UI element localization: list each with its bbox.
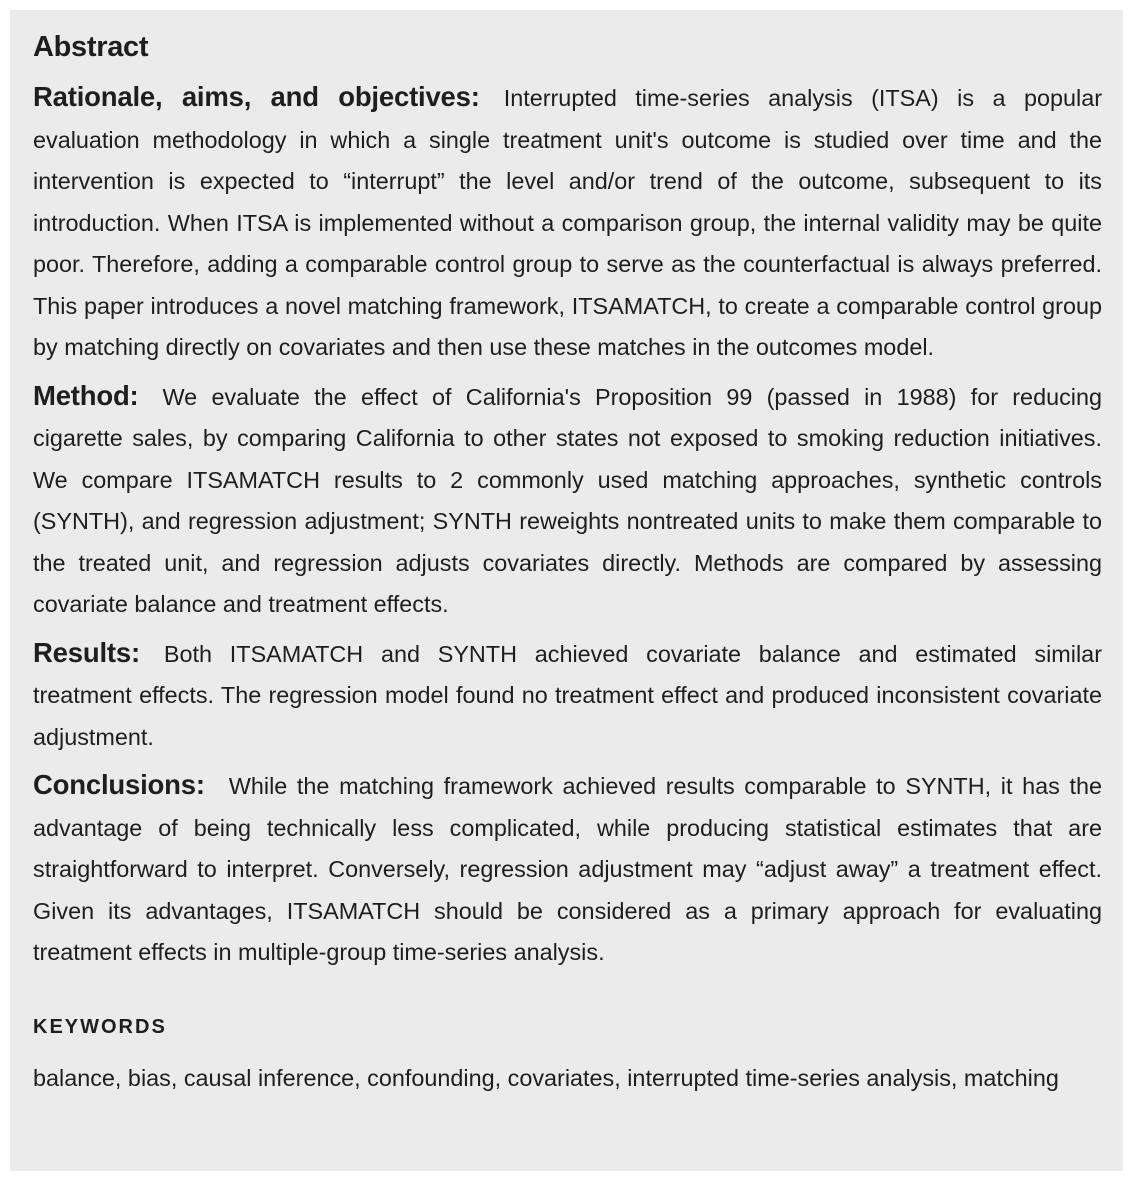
section-label-conclusions: Conclusions: [33, 769, 205, 800]
section-conclusions [33, 764, 1102, 974]
section-method [33, 375, 1102, 626]
section-text-results: Both ITSAMATCH and SYNTH achieved covariate balance and estimated similar treatment effects. The regression model found no treatment effect and produced inconsistent covariate adjustment. [33, 640, 1102, 750]
section-label-rationale: Rationale, aims, and objectives: [33, 81, 480, 112]
section-text-rationale: Interrupted time-series analysis (ITSA) is a popular evaluation methodology in which a single treatment unit's outcome is studied over time and the intervention is expected to “interrupt” the level and/or trend of the outcome, subsequent to its introduction. When ITSA is implemented without a comparison group, the internal validity may be quite poor. Therefore, adding a comparable control group to serve as the counterfactual is always preferred. This paper introduces a novel matching framework, ITSAMATCH, to create a comparable control group by matching directly on covariates and then use these matches in the outcomes model. [33, 85, 1102, 360]
section-label-results: Results: [33, 636, 140, 668]
section-rationale [33, 76, 1102, 369]
abstract-heading: Abstract [33, 31, 149, 63]
abstract-box [10, 10, 1123, 1171]
keywords-heading: KEYWORDS [33, 1015, 167, 1038]
section-label-method: Method: [33, 379, 139, 411]
section-results [33, 632, 1102, 759]
section-text-method: We evaluate the effect of California's Proposition 99 (passed in 1988) for reducing cigarette sales, by comparing California to other states not exposed to smoking reduction initiatives. We compare ITSAMATCH results to 2 commonly used matching approaches, synthetic controls (SYNTH), and regression adjustment; SYNTH reweights nontreated units to make them comparable to the treated unit, and regression adjusts covariates directly. Methods are compared by assessing covariate balance and treatment effects. [33, 383, 1102, 617]
keywords-list: balance, bias, causal inference, confounding, covariates, interrupted time-series analysis, matching [33, 1064, 1059, 1091]
section-text-conclusions: While the matching framework achieved results comparable to SYNTH, it has the advantage of being technically less complicated, while producing statistical estimates that are straightforward to interpret. Conversely, regression adjustment may “adjust away” a treatment effect. Given its advantages, ITSAMATCH should be considered as a primary approach for evaluating treatment effects in multiple-group time-series analysis. [33, 773, 1102, 965]
